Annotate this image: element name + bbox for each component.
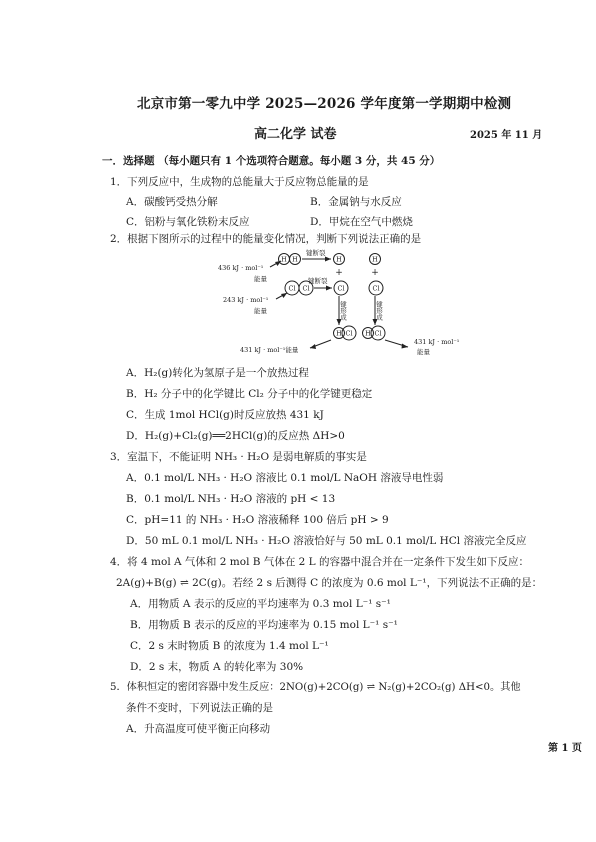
- atom-label: H: [365, 329, 371, 338]
- energy-hcl-right: 431 kJ · mol⁻¹: [414, 338, 460, 346]
- atom-label: H: [292, 255, 298, 264]
- q5-option-a: A．升高温度可使平衡正向移动: [126, 723, 271, 735]
- form-label-2: 键形成: [375, 301, 383, 321]
- q1-option-c: C．铝粉与氧化铁粉末反应: [126, 216, 250, 228]
- q5-stem: 5．体积恒定的密闭容器中发生反应：2NO(g)+2CO(g) ⇌ N₂(g)+2CO₂(g) ΔH<0。其他: [110, 682, 521, 693]
- atom-label: Cl: [372, 284, 380, 293]
- page-title: 北京市第一零九中学 2025—2026 学年度第一学期期中检测: [137, 96, 512, 112]
- q4-option-b: B．用物质 B 表示的反应的平均速率为 0.15 mol L⁻¹ s⁻¹: [130, 619, 398, 631]
- q4-option-a: A．用物质 A 表示的反应的平均速率为 0.3 mol L⁻¹ s⁻¹: [130, 598, 391, 610]
- q4-stem: 4．将 4 mol A 气体和 2 mol B 气体在 2 L 的容器中混合并在一定条件下发生如下反应：: [110, 556, 529, 568]
- form-labels: [339, 300, 383, 322]
- break-label-2: 键断裂: [308, 277, 328, 285]
- energy-h2-word: 能量: [254, 275, 267, 283]
- energy-h2-label: 436 kJ · mol⁻¹: [218, 264, 264, 272]
- q1-option-b: B．金属钠与水反应: [310, 196, 402, 208]
- atom-label: Cl: [337, 284, 345, 293]
- break-label-1: 键断裂: [306, 249, 326, 257]
- plus-sign: +: [371, 268, 379, 278]
- q4-option-d: D．2 s 末，物质 A 的转化率为 30%: [130, 661, 304, 673]
- form-label-1: 键形成: [339, 301, 347, 321]
- energy-diagram: [218, 247, 518, 367]
- q5-stem-continued: 条件不变时，下列说法正确的是: [126, 702, 273, 714]
- q2-stem: 2．根据下图所示的过程中的能量变化情况，判断下列说法正确的是: [110, 233, 422, 245]
- energy-hcl-left: 431 kJ · mol⁻¹能量: [240, 346, 299, 354]
- q2-option-d: D．H₂(g)+Cl₂(g)══2HCl(g)的反应热 ΔH>0: [126, 430, 345, 442]
- q1-option-a: A．碳酸钙受热分解: [126, 196, 218, 208]
- exam-date: 2025 年 11 月: [470, 130, 543, 141]
- q3-option-c: C．pH=11 的 NH₃ · H₂O 溶液稀释 100 倍后 pH > 9: [126, 514, 389, 526]
- q1-stem: 1．下列反应中，生成物的总能量大于反应物总能量的是: [110, 176, 369, 188]
- q3-option-b: B．0.1 mol/L NH₃ · H₂O 溶液的 pH < 13: [126, 493, 336, 505]
- energy-cl2-word: 能量: [254, 307, 267, 315]
- q2-option-b: B．H₂ 分子中的化学键比 Cl₂ 分子中的化学键更稳定: [126, 388, 373, 400]
- page-number: 第 1 页: [548, 743, 582, 754]
- q4-equation: 2A(g)+B(g) ⇌ 2C(g)。若经 2 s 后测得 C 的浓度为 0.6 mol L⁻¹，下列说法不正确的是：: [116, 577, 543, 589]
- page-subtitle: 高二化学 试卷: [254, 127, 337, 142]
- energy-cl2-label: 243 kJ · mol⁻¹: [223, 296, 269, 304]
- atom-label: Cl: [345, 329, 353, 338]
- q1-option-d: D．甲烷在空气中燃烧: [310, 216, 413, 228]
- atom-label: H: [336, 329, 342, 338]
- section-heading: 一．选择题 （每小题只有 1 个选项符合题意。每小题 3 分，共 45 分）: [102, 155, 441, 167]
- plus-sign: +: [335, 268, 343, 278]
- atom-label: H: [336, 255, 342, 264]
- atom-label: H: [281, 255, 287, 264]
- atom-label: H: [372, 255, 378, 264]
- q2-option-c: C．生成 1mol HCl(g)时反应放热 431 kJ: [126, 409, 324, 421]
- atom-label: Cl: [302, 284, 310, 293]
- q3-option-d: D．50 mL 0.1 mol/L NH₃ · H₂O 溶液恰好与 50 mL 0.1 mol/L HCl 溶液完全反应: [126, 535, 527, 547]
- q4-option-c: C．2 s 末时物质 B 的浓度为 1.4 mol L⁻¹: [130, 640, 329, 652]
- energy-hcl-right-word: 能量: [417, 348, 430, 356]
- q3-stem: 3．室温下，不能证明 NH₃ · H₂O 是弱电解质的事实是: [110, 451, 367, 463]
- q3-option-a: A．0.1 mol/L NH₃ · H₂O 溶液比 0.1 mol/L NaOH 溶液导电性弱: [126, 472, 444, 484]
- atom-label: Cl: [374, 329, 382, 338]
- atom-label: Cl: [288, 284, 296, 293]
- q2-option-a: A．H₂(g)转化为氢原子是一个放热过程: [126, 367, 309, 379]
